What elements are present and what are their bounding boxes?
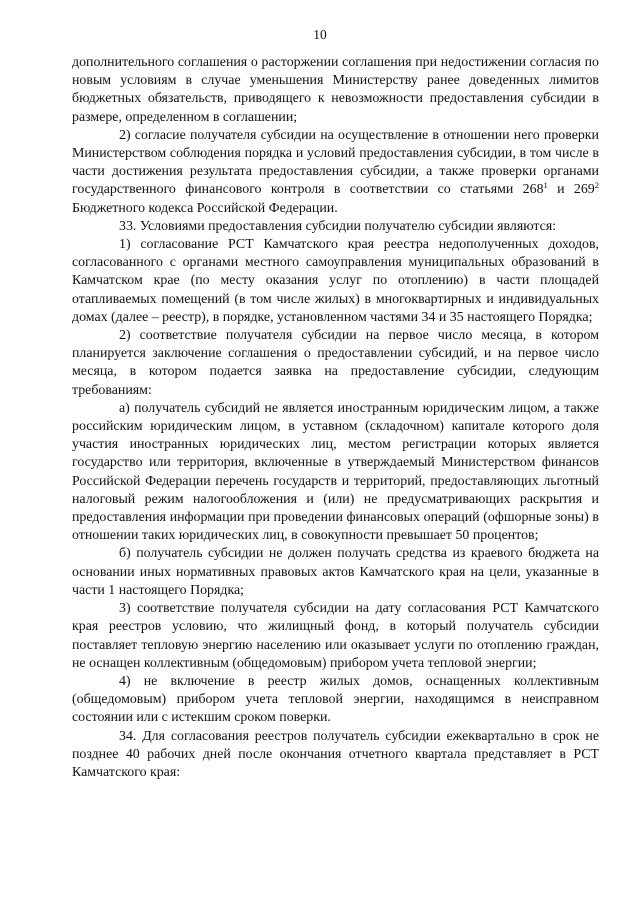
paragraph-item-b: б) получатель субсидии не должен получать средства из краевого бюджета на основании иных нормативных правовых актов Камчатского края на цели, указанные в части 1 настоящего Порядка;: [72, 546, 599, 598]
page-number: 10: [313, 27, 327, 42]
document-body: [72, 54, 599, 782]
superscript: 1: [543, 180, 548, 191]
paragraph-item-3: 3) соответствие получателя субсидии на дату согласования РСТ Камчатского края реестров условию, что жилищный фонд, в который получатель субсидии поставляет тепловую энергию населению или оказывает услуги по отоплению граждан, не оснащен коллективным (общедомовым) прибором учета тепловой энергии;: [72, 601, 599, 671]
paragraph-item-2-consent: [72, 127, 599, 218]
superscript: 2: [594, 180, 599, 191]
paragraph-item-a: а) получатель субсидий не является иностранным юридическим лицом, а также российским юридическим лицом, в уставном (складочном) капитале которого доля участия иностранных юридических лиц, местом регистрации которых является государство или территория, включенные в утверждаемый Министерством финансов Российской Федерации перечень государств и территорий, предоставляющих льготный налоговый режим налогообложения и (или) не предусматривающих раскрытия и предоставления информации при проведении финансовых операций (офшорные зоны) в отношении таких юридических лиц, в совокупности превышает 50 процентов;: [72, 400, 599, 544]
paragraph-text: и 269: [547, 182, 595, 198]
paragraph-continuation: дополнительного соглашения о расторжении соглашения при недостижении согласия по новым условиям в случае уменьшения Министерству ранее доведенных лимитов бюджетных обязательств, приводящего к невозможности предоставления субсидии в размере, определенном в соглашении;: [72, 55, 599, 125]
paragraph-text: 2) согласие получателя субсидии на осуществление в отношении него проверки Министерством соблюдения порядка и условий предоставления субсидии, в том числе в части достижения результата предоставления субсидии, а также проверки органами государственного финансового контроля в соответствии со статьями 268: [72, 127, 599, 198]
paragraph-item-4: 4) не включение в реестр жилых домов, оснащенных коллективным (общедомовым) прибором учета тепловой энергии, находящимся в неисправном состоянии или с истекшим сроком поверки.: [72, 673, 599, 726]
paragraph-section-33: 33. Условиями предоставления субсидии получателю субсидии являются:: [119, 218, 557, 234]
paragraph-section-34: 34. Для согласования реестров получатель субсидии ежеквартально в срок не позднее 40 рабочих дней после окончания отчетного квартала представляет в РСТ Камчатского края:: [72, 728, 599, 780]
paragraph-item-2: 2) соответствие получателя субсидии на первое число месяца, в котором планируется заключение соглашения о предоставлении субсидий, и на первое число месяца, в котором подается заявка на предоставление субсидии, следующим требованиям:: [72, 328, 599, 398]
paragraph-text: Бюджетного кодекса Российской Федерации.: [72, 200, 338, 216]
paragraph-item-1: 1) согласование РСТ Камчатского края реестра недополученных доходов, согласованного с органами местного самоуправления муниципальных образований в Камчатском крае (по месту оказания услуг по отоплению) в части площадей отапливаемых помещений (в том числе жилых) в многоквартирных и индивидуальных домах (далее – реестр), в порядке, установленном частями 34 и 35 настоящего Порядка;: [72, 237, 599, 325]
